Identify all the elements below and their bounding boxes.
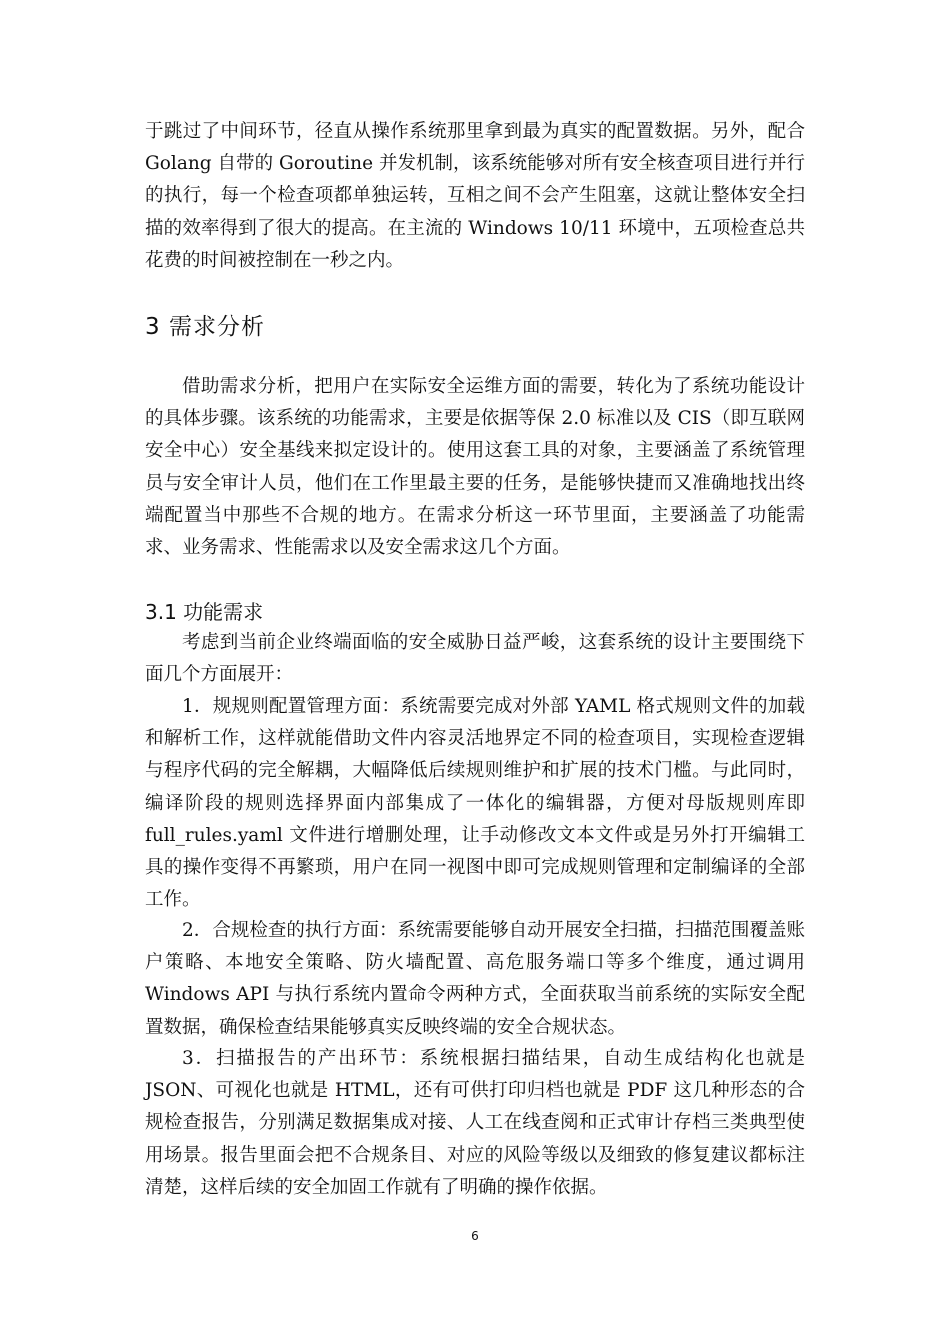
section-heading-requirements-analysis: 3 需求分析: [145, 314, 265, 340]
page-number: 6: [471, 1229, 479, 1243]
requirements-intro-paragraph: 借助需求分析，把用户在实际安全运维方面的需要，转化为了系统功能设计的具体步骤。该系统的功能需求，主要是依据等保 2.0 标准以及 CIS（即互联网安全中心）安全基线来拟定设计的。使用这套工具的对象，主要涵盖了系统管理员与安全审计人员，他们在工作里最主要的任务，是能够快捷而又准确地找出终端配置当中那些不合规的地方。在需求分析这一环节里面，主要涵盖了功能需求、业务需求、性能需求以及安全需求这几个方面。: [145, 376, 805, 559]
list-item-compliance-check: 2．合规检查的执行方面：系统需要能够自动开展安全扫描，扫描范围覆盖账户策略、本地安全策略、防火墙配置、高危服务端口等多个维度，通过调用 Windows API 与执行系统内置命令两种方式，全面获取当前系统的实际安全配置数据，确保检查结果能够真实反映终端的安全合规状态。: [145, 920, 805, 1038]
list-item-rule-config: 1．规规则配置管理方面：系统需要完成对外部 YAML 格式规则文件的加载和解析工作，这样就能借助文件内容灵活地界定不同的检查项目，实现检查逻辑与程序代码的完全解耦，大幅降低后续规则维护和扩展的技术门槛。与此同时，编译阶段的规则选择界面内部集成了一体化的编辑器，方便对母版规则库即 full_rules.yaml 文件进行增删处理，让手动修改文本文件或是另外打开编辑工具的操作变得不再繁琐，用户在同一视图中即可完成规则管理和定制编译的全部工作。: [145, 696, 805, 911]
list-item-scan-report: 3．扫描报告的产出环节：系统根据扫描结果，自动生成结构化也就是 JSON、可视化也就是 HTML，还有可供打印归档也就是 PDF 这几种形态的合规检查报告，分别满足数据集成对接、人工在线查阅和正式审计存档三类典型使用场景。报告里面会把不合规条目、对应的风险等级以及细致的修复建议都标注清楚，这样后续的安全加固工作就有了明确的操作依据。: [145, 1048, 805, 1198]
subsection-heading-functional-requirements: 3.1 功能需求: [145, 600, 264, 624]
intro-continued-paragraph: 于跳过了中间环节，径直从操作系统那里拿到最为真实的配置数据。另外，配合 Golang 自带的 Goroutine 并发机制，该系统能够对所有安全核查项目进行并行的执行，每一个检查项都单独运转，互相之间不会产生阻塞，这就让整体安全扫描的效率得到了很大的提高。在主流的 Windows 10/11 环境中，五项检查总共花费的时间被控制在一秒之内。: [145, 121, 805, 271]
functional-intro-paragraph: 考虑到当前企业终端面临的安全威胁日益严峻，这套系统的设计主要围绕下面几个方面展开：: [145, 632, 805, 686]
